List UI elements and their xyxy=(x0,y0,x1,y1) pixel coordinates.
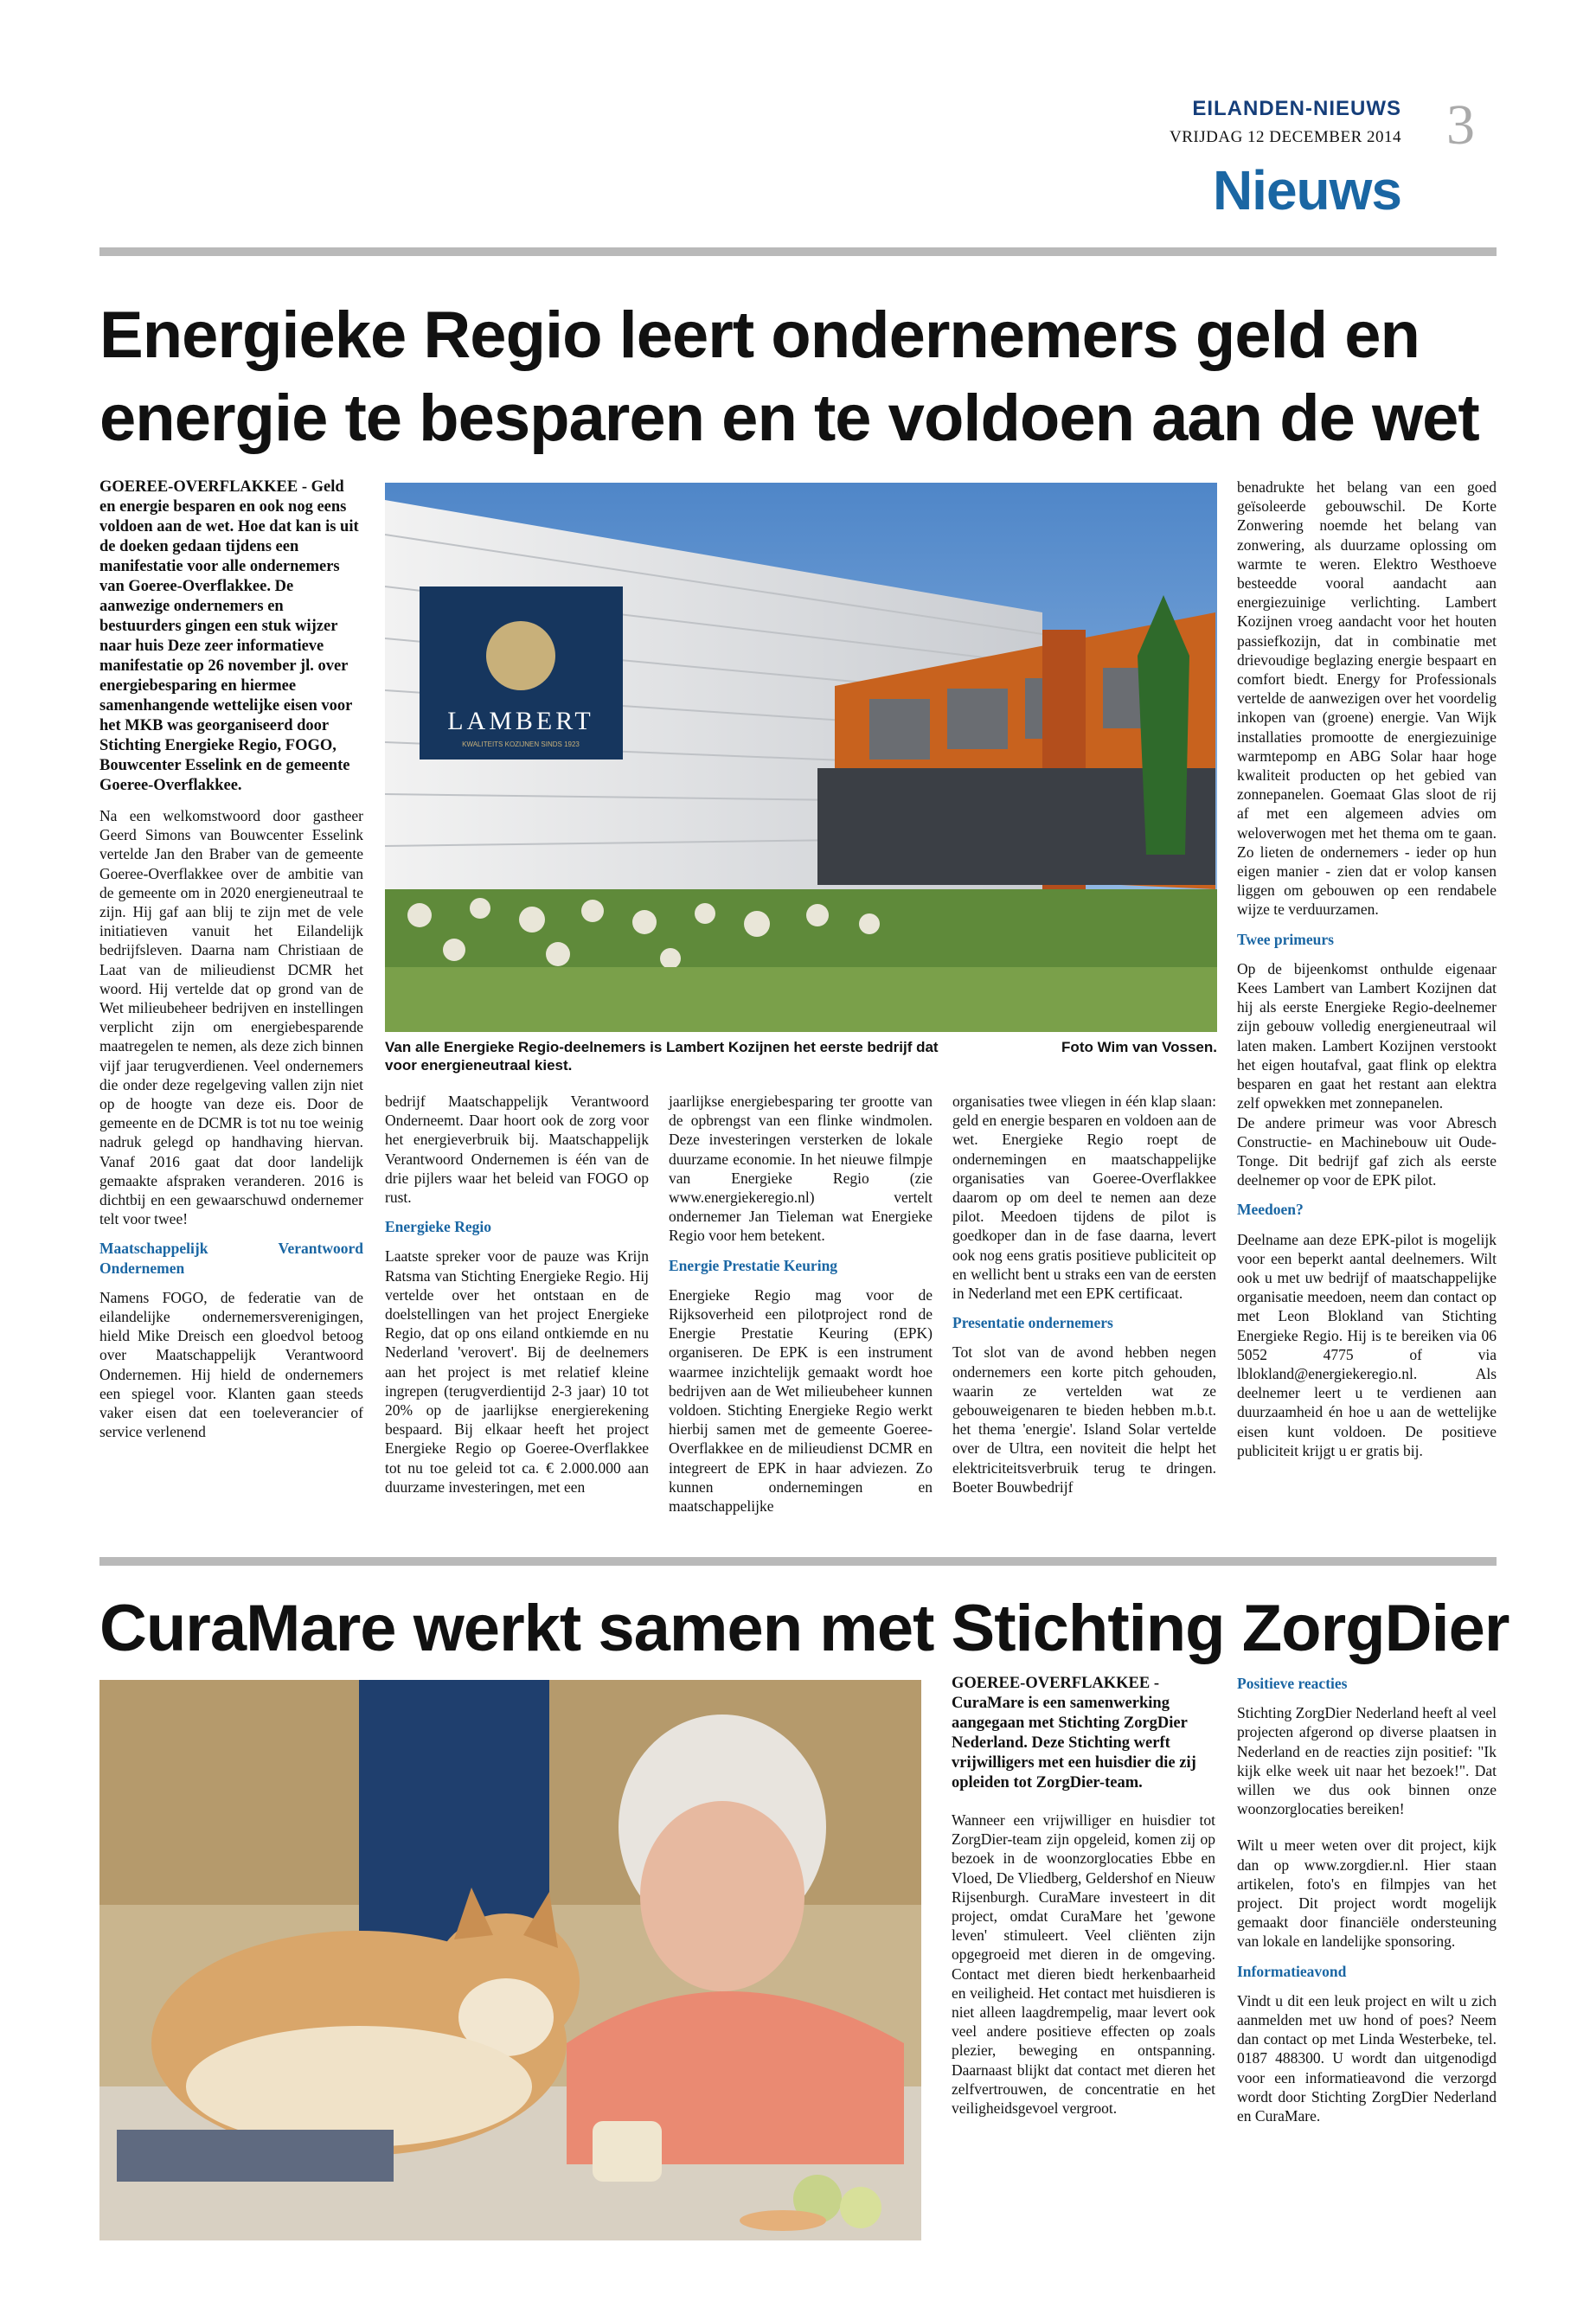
article2-column-1 xyxy=(952,1674,1215,2128)
lambert-sign-text: LAMBERT xyxy=(447,707,594,735)
masthead: EILANDEN-NIEUWS xyxy=(1192,97,1401,120)
section-title: Nieuws xyxy=(1212,159,1401,221)
article1-column-1 xyxy=(99,478,363,1452)
article1-column-2 xyxy=(385,1092,649,1507)
article1-col5-paragraph-3: Deelname aan deze EPK-pilot is mogelijk voor een beperkt aantal deelnemers. Wilt ook u met uw bedrijf of maatschappelijke organisatie meedoen, neem dan contact op met Leon Blokland van Stichting Energieke Regio. Hij is te bereiken via 06 5052 4775 of via lblokland@energiekeregio.nl. Als deelnemer leert u te verdienen aan duurzaamheid én hoe u aan de wettelijke eisen kunt voldoen. De positieve publiciteit krijgt u er gratis bij. xyxy=(1237,1230,1497,1459)
article2-subheading-positieve-reacties: Positieve reacties xyxy=(1237,1675,1348,1692)
article1-col4-paragraph: organisaties twee vliegen in één klap slaan: geld en energie besparen en voldoen aan de wet. Energieke Regio roept de ondernemingen en maatschappelijke organisaties van Goeree-Overflakkee daarom op om deel te nemen aan deze pilot. Meedoen tijdens de pilot is goedkoper dan in de fase daarna, levert ook nog eens gratis positieve publiciteit op en wellicht bent u straks een van de eersten in Nederland met een EPK certificaat. xyxy=(952,1093,1216,1303)
dateline: VRIJDAG 12 DECEMBER 2014 xyxy=(1170,128,1401,146)
article1-col1-paragraph: Na een welkomstwoord door gastheer Geerd Simons van Bouwcenter Esselink vertelde Jan den Braber van de gemeente Goeree-Overflakkee over de ambitie van de gemeente om in 2020 energieneutraal te zijn. Hij gaf aan blij te zijn met de vele initiatieven vanuit het Eilandelijk bedrijfsleven. Daarna nam Christiaan de Laat van de milieudienst DCMR het woord. Hij vertelde dat op grond van de Wet milieubeheer bedrijven en instellingen verplicht zijn om energiebesparende maatregelen te nemen, als deze zich binnen vijf jaar terugverdienen. Veel ondernemers die onder deze regelgeving vallen zijn niet op de hoogte van deze eis. Door de gemeente en de DCMR is tot nu toe weinig nadruk gelegd op handhaving hiervan. Vanaf 2016 gaat dat door landelijk gemaakte afspraken veranderen. 2016 is dichtbij en een gewaarschuwd ondernemer telt voor twee! xyxy=(99,807,363,1228)
lambert-building-photo xyxy=(385,483,1217,1032)
article1-col5-paragraph: benadrukte het belang van een goed geïsoleerde gebouwschil. De Korte Zonwering noemde het belang van zonwering, als duurzame oplossing om warmte te weren. Elektro Westhoeve besteedde vooral aandacht aan energiezuinige verlichting. Lambert Kozijnen vroeg aandacht voor het houten passiefkozijn, dat in combinatie met drievoudige beglazing energie bespaart en comfort biedt. Energy for Professionals vertelde de aanwezigen over het voordelig inkopen van (groene) energie. Van Wijk installaties promootte de energiezuinige warmtepomp en ABG Solar haar hoge kwaliteit producten op het gebied van zonnepanelen. Goemaat Glas sloot de rij af met een algemeen advies om weloverwogen met het thema om te gaan. Zo lieten de ondernemers - ieder op hun eigen manier - zien dat er volop kansen liggen om gebouwen op een rendabele wijze te verduurzamen. xyxy=(1237,478,1497,919)
article2-lead: GOEREE-OVERFLAKKEE - CuraMare is een samenwerking aangegaan met Stichting ZorgDier Nederland. Deze Stichting werft vrijwilligers met een huisdier die zij opleiden tot ZorgDier-team. xyxy=(952,1675,1196,1791)
article1-subheading-energieke-regio: Energieke Regio xyxy=(385,1218,491,1236)
article1-column-5 xyxy=(1237,478,1497,1471)
top-rule xyxy=(99,247,1497,256)
article1-subheading-twee-primeurs: Twee primeurs xyxy=(1237,930,1334,948)
article2-subheading-informatieavond: Informatieavond xyxy=(1237,1962,1347,1980)
cat-and-resident-photo xyxy=(99,1680,921,2240)
article1-col3-paragraph: jaarlijkse energiebesparing ter grootte van de opbrengst van een flinke windmolen. Deze investeringen versterken de lokale duurzame economie. In het nieuwe filmpje van Energieke Regio (zie www.energiekeregio.nl) vertelt ondernemer Jan Tieleman wat Energieke Regio voor hem betekent. xyxy=(669,1093,933,1245)
article2-col2-paragraph: Stichting ZorgDier Nederland heeft al veel projecten afgerond op diverse plaatsen in Nederland en de reacties zijn positief: "Ik kijk elke week uit naar het bezoek!". Dat willen we dus ook binnen onze woonzorglocaties bereiken! xyxy=(1237,1704,1497,1818)
article1-photo-caption: Van alle Energieke Regio-deelnemers is Lambert Kozijnen het eerste bedrijf dat voor energieneutraal kiest. xyxy=(385,1039,939,1074)
article1-col2-paragraph: bedrijf Maatschappelijk Verantwoord Onderneemt. Daar hoort ook de zorg voor het energieverbruik bij. Maatschappelijk Verantwoord Ondernemen is één van de drie pijlers waar het beleid van FOGO op rust. xyxy=(385,1093,649,1207)
article1-col4-paragraph-2: Tot slot van de avond hebben negen ondernemers een korte pitch gehouden, waarin ze vertelden wat ze gebouweigenaren te bieden hebben m.b.t. het thema 'energie'. Island Solar vertelde over de Ultra, een noviteit die helpt het elektriciteitsverbruik terug te dringen. Boeter Bouwbedrijf xyxy=(952,1343,1216,1496)
article1-photo-credit: Foto Wim van Vossen. xyxy=(1061,1039,1217,1055)
article1-col5-paragraph-2: Op de bijeenkomst onthulde eigenaar Kees Lambert van Lambert Kozijnen dat hij als eerste Energieke Regio-deelnemer zijn gebouw volledig energieneutraal wil laten maken. Lambert Kozijnen verstookt het eigen houtafval, gaat flink op elektra besparen en gaat het restant aan elektra zelf opwekken met zonnepanelen. De andere primeur was voor Abresch Constructie- en Machinebouw uit Oude-Tonge. Dit bedrijf gaf zich als eerste deelnemer op voor de EPK pilot. xyxy=(1237,959,1497,1189)
article1-subheading-meedoen: Meedoen? xyxy=(1237,1201,1304,1219)
article2-headline: CuraMare werkt samen met Stichting ZorgDier xyxy=(99,1592,1509,1665)
article2-col2-paragraph-3: Vindt u dit een leuk project en wilt u zich aanmelden met uw hond of poes? Neem dan contact op met Linda Westerbeke, tel. 0187 488300. U wordt dan uitgenodigd voor een informatieavond die verzorgd wordt door Stichting ZorgDier Nederland en CuraMare. xyxy=(1237,1991,1497,2125)
lambert-sign-tagline: KWALITEITS KOZIJNEN SINDS 1923 xyxy=(462,740,580,748)
article2-col1-paragraph: Wanneer een vrijwilliger en huisdier tot ZorgDier-team zijn opgeleid, komen zij op bezoek in de woonzorglocaties Ebbe en Vloed, De Vliedberg, Geldershof en Nieuw Rijsenburgh. CuraMare investeert in dit project, omdat CuraMare het 'gewone leven' stimuleert. Veel cliënten zijn opgegroeid met dieren in de omgeving. Contact met dieren biedt herkenbaarheid en veiligheid. Het contact met huisdieren is niet alleen laagdrempelig, maar levert ook veel andere positieve effecten op zoals plezier, beweging en ontspanning. Daarnaast blijkt dat contact met dieren het zelfvertrouwen, de concentratie en het veiligheidsgevoel vergroot. xyxy=(952,1811,1215,2118)
article1-subheading-presentatie: Presentatie ondernemers xyxy=(952,1314,1113,1332)
article1-subheading-epk: Energie Prestatie Keuring xyxy=(669,1256,838,1274)
page-number: 3 xyxy=(1446,93,1475,157)
article1-col3-paragraph-2: Energieke Regio mag voor de Rijksoverheid een pilotproject rond de Energie Prestatie Keuring (EPK) organiseren. De EPK is een instrument waarmee inzichtelijk gemaakt wordt hoe bedrijven aan de Wet milieubeheer kunnen voldoen. Stichting Energieke Regio werkt hierbij samen met de gemeente Goeree-Overflakkee en de milieudienst DCMR en integreert de EPK in haar adviezen. Zo kunnen ondernemingen en maatschappelijke xyxy=(669,1285,933,1516)
article1-lead: GOEREE-OVERFLAKKEE - Geld en energie besparen en ook nog eens voldoen aan de wet. Hoe dat kan is uit de doeken gedaan tijdens een manifestatie voor alle ondernemers van Goeree-Overflakkee. De aanwezige ondernemers en bestuurders gingen een stuk wijzer naar huis Deze zeer informatieve manifestatie op 26 november jl. over energiebesparing en hiermee samenhangende wettelijke eisen voor het MKB was georganiseerd door Stichting Energieke Regio, FOGO, Bouwcenter Esselink en de gemeente Goeree-Overflakkee. xyxy=(99,478,359,794)
article1-headline-line1: Energieke Regio leert ondernemers geld en xyxy=(99,298,1420,372)
article-divider xyxy=(99,1557,1497,1566)
article1-column-4 xyxy=(952,1092,1216,1507)
article2-col2-paragraph-2: Wilt u meer weten over dit project, kijk dan op www.zorgdier.nl. Hier staan artikelen, foto's en filmpjes van het project. Dit project wordt mogelijk gemaakt door financiële ondersteuning van lokale en landelijke sponsoring. xyxy=(1237,1836,1497,1951)
article1-col1-paragraph-2: Namens FOGO, de federatie van de eilandelijke ondernemersverenigingen, hield Mike Dreisch een gloedvol betoog over Maatschappelijk Verantwoord Ondernemen. Hij hield de ondernemers een spiegel voor. Klanten gaan steeds vaker eisen dat een toeleverancier of service verlenend xyxy=(99,1288,363,1441)
article1-col2-paragraph-2: Laatste spreker voor de pauze was Krijn Ratsma van Stichting Energieke Regio. Hij vertelde over het ontstaan en de doelstellingen van het project Energieke Regio, dat op ons eiland ontkiemde en nu Nederland 'verovert'. Bij de deelnemers aan het project is met relatief kleine ingrepen (terugverdientijd 2-3 jaar) 10 tot 20% op de jaarlijkse energierekening bespaard. Bij elkaar heeft het project Energieke Regio op Goeree-Overflakkee tot nu toe geleid tot ca. € 2.000.000 aan duurzame investeringen, met een xyxy=(385,1247,649,1496)
article1-headline-line2: energie te besparen en te voldoen aan de wet xyxy=(99,381,1479,455)
article1-headline xyxy=(99,294,1518,460)
article2-column-2 xyxy=(1237,1674,1497,2136)
article1-column-3 xyxy=(669,1092,933,1526)
article1-subheading-mvo: Maatschappelijk Verantwoord Ondernemen xyxy=(99,1240,363,1277)
